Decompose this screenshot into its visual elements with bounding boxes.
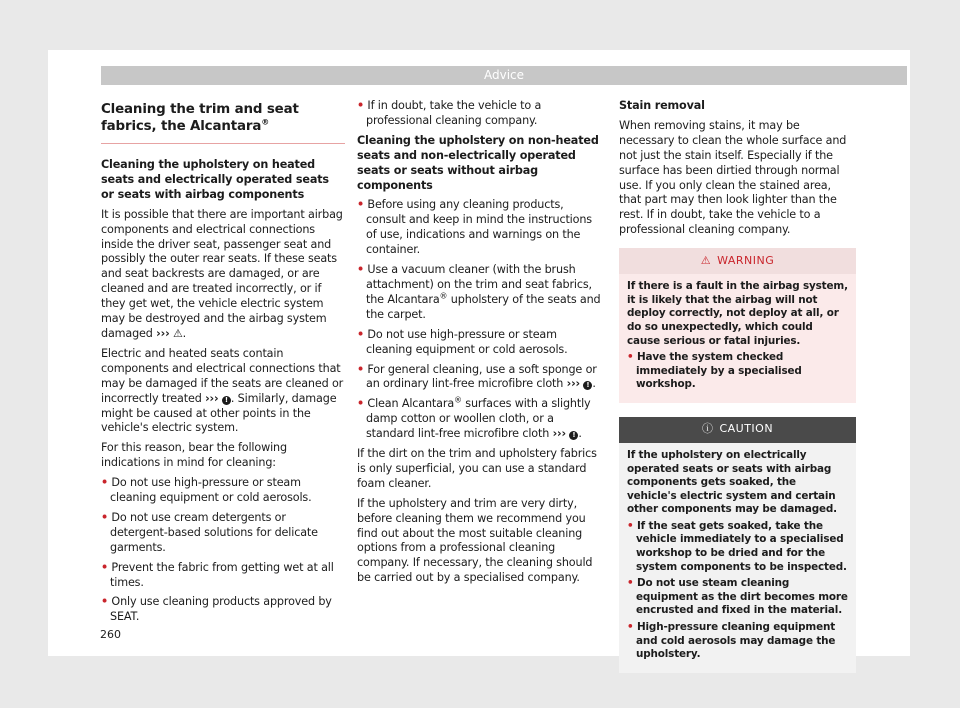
caution-body: If the upholstery on electrically operated seats or seats with airbag components gets soaked, the vehicle's electric system and certain other components may be damaged. • If the seat gets soaked, take the vehicle immediately to a specialised workshop to be dried and for the system components to be inspected. • Do not use steam cleaning equipment as the dirt becomes more encrusted and fixed in the material. • High-pressure cleaning equipment and cold aerosols may damage the upholstery. <box>627 448 848 661</box>
list-item: • Do not use high-pressure or steam cleaning equipment or cold aerosols. <box>101 476 312 505</box>
column-2 <box>357 99 602 591</box>
list-item: • Do not use cream detergents or detergent-based solutions for delicate garments. <box>101 510 318 554</box>
caution-circle-icon: ⓘ <box>701 422 714 436</box>
subheading-heated-seats: Cleaning the upholstery on heated seats and electrically operated seats or seats with airbag components <box>101 158 329 201</box>
warning-body: If there is a fault in the airbag system, it is likely that the airbag will not deploy correctly, not deploy at all, or do so unexpectedly, which could cause serious or fatal injuries. • Have the system checked immediately by a specialised workshop. <box>627 280 848 391</box>
list-item: • Only use cleaning products approved by SEAT. <box>101 595 332 624</box>
caution-box <box>619 417 856 673</box>
subheading-stain-removal: Stain removal <box>619 99 705 112</box>
list-item: • For general cleaning, use a soft sponge or an ordinary lint-free microfibre cloth ››› ! . <box>357 362 597 391</box>
warning-header: ⚠ WARNING <box>619 248 856 274</box>
list-item: • Clean Alcantara® surfaces with a slightly damp cotton or woollen cloth, or a standard lint-free microfibre cloth ››› ! . <box>357 395 591 441</box>
subheading-non-heated-seats: Cleaning the upholstery on non-heated seats and non-electrically operated seats or seats without airbag components <box>357 133 599 192</box>
paragraph-electric-seats: Electric and heated seats contain components and electrical connections that may be damaged if the seats are cleaned or incorrectly treated ››› ! . Similarly, damage might be caused at other points in the vehicle's electric system. <box>101 346 344 435</box>
warning-box <box>619 248 856 403</box>
list-item: • Do not use high-pressure or steam cleaning equipment or cold aerosols. <box>357 327 568 356</box>
list-item: • Use a vacuum cleaner (with the brush attachment) on the trim and seat fabrics, the Alcantara® upholstery of the seats and the carpet. <box>357 263 601 321</box>
info-circle-icon: ! <box>583 381 592 390</box>
column-3 <box>619 99 856 673</box>
bullet-icon: • <box>627 351 634 364</box>
list-item: • Prevent the fabric from getting wet at all times. <box>101 560 334 589</box>
column-1 <box>101 101 345 630</box>
bullet-icon: • <box>357 327 365 341</box>
bullet-icon: • <box>357 263 365 277</box>
paragraph-superficial-dirt: If the dirt on the trim and upholstery fabrics is only superficial, you can use a standard foam cleaner. <box>357 447 597 490</box>
caution-header: ⓘ CAUTION <box>619 417 856 443</box>
warning-triangle-icon: ⚠ <box>700 253 712 267</box>
bullet-icon: • <box>357 397 365 411</box>
list-item: • If the seat gets soaked, take the vehicle immediately to a specialised workshop to be dried and for the system components to be inspected. <box>627 519 847 573</box>
section-title: Cleaning the trim and seat fabrics, the Alcantara® <box>101 101 345 144</box>
list-item: • High-pressure cleaning equipment and cold aerosols may damage the upholstery. <box>627 621 836 661</box>
bullet-icon: • <box>627 577 634 590</box>
bullet-icon: • <box>101 560 109 574</box>
paragraph-cleaning-indications: For this reason, bear the following indications in mind for cleaning: <box>101 441 287 470</box>
page-number: 260 <box>100 628 121 641</box>
list-item: • Have the system checked immediately by a specialised workshop. <box>627 351 802 391</box>
bullet-icon: • <box>357 198 365 212</box>
paragraph-stain-removal: When removing stains, it may be necessary to clean the whole surface and not just the stain itself. Especially if the surface has been dirtied through normal use. If you only clean the stained area, that part may then look lighter than the rest. If in doubt, take the vehicle to a professional cleaning company. <box>619 118 847 237</box>
bullet-icon: • <box>101 510 109 524</box>
bullet-icon: • <box>357 362 365 376</box>
info-circle-icon: ! <box>569 431 578 440</box>
list-item: • Do not use steam cleaning equipment as the dirt becomes more encrusted and fixed in the material. <box>627 577 848 617</box>
info-circle-icon: ! <box>222 396 231 405</box>
bullet-icon: • <box>627 621 634 634</box>
list-item: • Before using any cleaning products, consult and keep in mind the instructions of use, indications and warnings on the container. <box>357 198 592 257</box>
warning-triangle-icon: ⚠ <box>172 326 183 340</box>
cross-ref-arrow[interactable]: ››› <box>552 427 566 441</box>
paragraph-very-dirty: If the upholstery and trim are very dirty, before cleaning them we recommend you find out about the most suitable cleaning options from a professional cleaning company. If necessary, the cleaning should be carried out by a specialised company. <box>357 496 593 585</box>
manual-page <box>48 50 910 661</box>
bullet-icon: • <box>627 519 634 532</box>
cross-ref-arrow[interactable]: ››› <box>205 391 219 405</box>
bullet-icon: • <box>101 476 109 490</box>
cross-ref-arrow[interactable]: ››› <box>156 326 170 340</box>
bullet-icon: • <box>357 99 365 112</box>
list-item: • If in doubt, take the vehicle to a professional cleaning company. <box>357 99 542 127</box>
paragraph-airbag-components: It is possible that there are important airbag components and electrical connections inside the driver seat, passenger seat and possibly the outer rear seats. If these seats and seat backrests are damaged, or are cleaned and are treated incorrectly, or if they get wet, the vehicle electric system may be destroyed and the airbag system damaged ››› ⚠. <box>101 207 343 340</box>
cross-ref-arrow[interactable]: ››› <box>566 377 581 391</box>
bullet-icon: • <box>101 595 109 609</box>
section-header: Advice <box>101 66 907 85</box>
